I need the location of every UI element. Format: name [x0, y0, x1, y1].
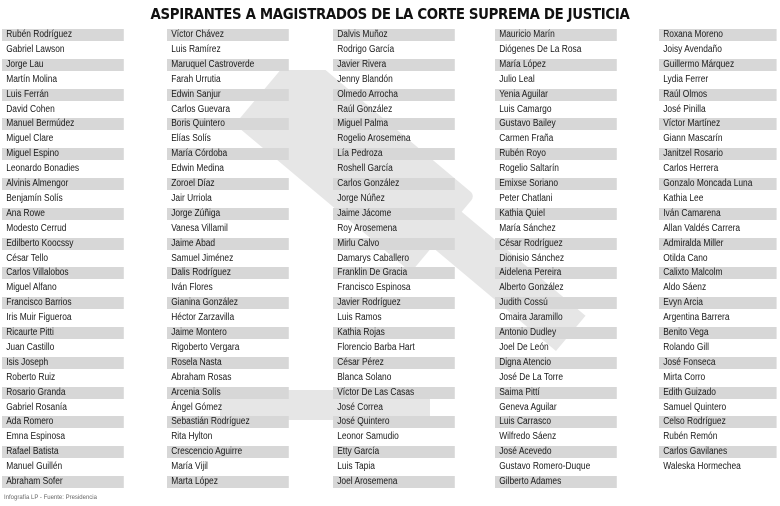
list-item: Luis Carrasco	[495, 416, 617, 428]
list-item: Guillermo Márquez	[659, 59, 777, 71]
list-item: Roberto Ruiz	[6, 371, 56, 383]
list-item: Ana Rowe	[2, 208, 124, 220]
list-item: Crescencio Aguirre	[167, 446, 289, 458]
list-item: María Córdoba	[167, 148, 289, 160]
list-item: Zoroel Díaz	[167, 178, 289, 190]
list-item: Víctor Chávez	[167, 29, 289, 41]
page-title: ASPIRANTES A MAGISTRADOS DE LA CORTE SUPREMA DE JUSTICIA	[150, 5, 630, 23]
list-item: María López	[495, 59, 617, 71]
list-item: Edilberto Koocssy	[2, 238, 124, 250]
list-item: Leonor Samudio	[337, 431, 399, 443]
list-item: Marta López	[167, 476, 289, 488]
list-item: Samuel Jiménez	[171, 252, 234, 264]
list-item: Javier Rodríguez	[333, 297, 455, 309]
list-item: Héctor Zarzavilla	[171, 312, 235, 324]
list-item: Gustavo Romero-Duque	[499, 461, 591, 473]
list-item: Javier Rivera	[333, 59, 455, 71]
list-item: Diógenes De La Rosa	[499, 43, 582, 55]
list-item: Rogelio Arosemena	[337, 133, 411, 145]
list-item: Gilberto Adames	[495, 476, 617, 488]
list-item: Iris Muir Figueroa	[6, 312, 72, 324]
list-item: Arcenia Solís	[167, 387, 289, 399]
list-item: Carlos Gavilanes	[659, 446, 777, 458]
list-item: César Pérez	[333, 357, 455, 369]
list-item: Roxana Moreno	[659, 29, 777, 41]
list-item: José Correa	[337, 401, 383, 413]
list-item: Elías Solís	[171, 133, 211, 145]
list-item: Emixse Soriano	[495, 178, 617, 190]
list-item: Miguel Clare	[6, 133, 54, 145]
list-item: Rogelio Saltarín	[499, 163, 559, 175]
list-item: Rafael Batista	[2, 446, 124, 458]
list-item: Otilda Cano	[663, 252, 708, 264]
list-item: Gabriel Lawson	[6, 43, 65, 55]
list-item: Dalis Rodríguez	[167, 267, 289, 279]
list-item: José Fonseca	[659, 357, 777, 369]
list-item: Olmedo Arrocha	[333, 89, 455, 101]
list-item: Celso Rodríguez	[659, 416, 777, 428]
list-item: Edith Guizado	[659, 387, 777, 399]
source-credit: Infografía LP - Fuente: Presidencia	[4, 495, 97, 501]
list-item: Joel Arosemena	[333, 476, 455, 488]
list-item: Aidelena Pereira	[495, 267, 617, 279]
list-item: Gianina González	[167, 297, 289, 309]
list-item: Jorge Lau	[2, 59, 124, 71]
list-item: Edwin Sanjur	[167, 89, 289, 101]
list-item: José Pinilla	[663, 103, 706, 115]
list-item: Julio Leal	[499, 73, 535, 85]
list-item: Isis Joseph	[2, 357, 124, 369]
list-item: Francisco Barrios	[2, 297, 124, 309]
list-item: Jaime Montero	[167, 327, 289, 339]
list-item: Yenia Aguilar	[495, 89, 617, 101]
list-item: David Cohen	[6, 103, 55, 115]
list-item: César Rodríguez	[495, 238, 617, 250]
list-item: Gonzalo Moncada Luna	[659, 178, 777, 190]
names-grid	[0, 29, 780, 494]
list-item: Luis Ferrán	[2, 89, 124, 101]
list-item: Benito Vega	[659, 327, 777, 339]
list-item: Lydia Ferrer	[663, 73, 709, 85]
list-item: Florencio Barba Hart	[337, 341, 415, 353]
list-item: Carlos Herrera	[663, 163, 719, 175]
list-item: Emna Espinosa	[6, 431, 66, 443]
list-item: Calixto Malcolm	[659, 267, 777, 279]
list-item: Jair Urriola	[171, 192, 212, 204]
list-item: Allan Valdés Carrera	[663, 222, 741, 234]
list-item: Luis Tapia	[337, 461, 375, 473]
list-item: Luis Ramírez	[171, 43, 221, 55]
list-item: Abraham Rosas	[171, 371, 232, 383]
list-item: Farah Urrutia	[171, 73, 221, 85]
list-item: Mauricio Marín	[495, 29, 617, 41]
list-item: Samuel Quintero	[663, 401, 727, 413]
list-item: Kathia Quiel	[495, 208, 617, 220]
list-item: Edwin Medina	[171, 163, 224, 175]
list-item: Kathia Lee	[663, 192, 704, 204]
list-item: Ángel Gómez	[171, 401, 223, 413]
list-item: Boris Quintero	[167, 118, 289, 130]
list-item: Geneva Aguilar	[499, 401, 557, 413]
list-item: Waleska Hormechea	[663, 461, 741, 473]
list-item: Sebastián Rodríguez	[167, 416, 289, 428]
list-item: Wilfredo Sáenz	[499, 431, 557, 443]
list-item: Luis Camargo	[499, 103, 552, 115]
list-item: Rodrigo García	[337, 43, 395, 55]
list-item: Rubén Remón	[663, 431, 718, 443]
list-item: María Sánchez	[499, 222, 556, 234]
list-item: Argentina Barrera	[663, 312, 730, 324]
list-item: Joel De León	[499, 341, 549, 353]
list-item: Ricaurte Pitti	[2, 327, 124, 339]
list-item: Blanca Solano	[337, 371, 392, 383]
list-item: Jorge Núñez	[337, 192, 385, 204]
list-item: Omaira Jaramillo	[499, 312, 563, 324]
list-item: Antonio Dudley	[495, 327, 617, 339]
list-item: Carmen Fraña	[499, 133, 554, 145]
list-item: Vanesa Villamil	[171, 222, 228, 234]
list-item: Juan Castillo	[6, 341, 55, 353]
list-item: Alberto González	[499, 282, 564, 294]
list-item: Lía Pedroza	[333, 148, 455, 160]
list-item: Gustavo Bailey	[495, 118, 617, 130]
list-item: Etty García	[333, 446, 455, 458]
list-item: Rosela Nasta	[167, 357, 289, 369]
list-item: Giann Mascarín	[663, 133, 723, 145]
list-item: Víctor De Las Casas	[333, 387, 455, 399]
list-item: María Vijil	[171, 461, 208, 473]
list-item: Rolando Gill	[663, 341, 709, 353]
list-item: Rigoberto Vergara	[171, 341, 240, 353]
list-item: Manuel Guillén	[6, 461, 63, 473]
list-item: Leonardo Bonadies	[6, 163, 80, 175]
list-item: José Acevedo	[495, 446, 617, 458]
list-item: Franklin De Gracia	[333, 267, 455, 279]
list-item: Jaime Abad	[167, 238, 289, 250]
list-item: Rubén Rodríguez	[2, 29, 124, 41]
list-item: Rubén Royo	[495, 148, 617, 160]
list-item: Jaime Jácome	[333, 208, 455, 220]
list-item: José Quintero	[333, 416, 455, 428]
list-item: Benjamín Solís	[6, 192, 63, 204]
list-item: Jorge Zúñiga	[167, 208, 289, 220]
list-item: Admiralda Miller	[659, 238, 777, 250]
list-item: Kathia Rojas	[333, 327, 455, 339]
list-item: Carlos Villalobos	[2, 267, 124, 279]
list-item: Digna Atencio	[495, 357, 617, 369]
list-item: Miguel Alfano	[6, 282, 57, 294]
list-item: Iván Flores	[171, 282, 213, 294]
list-item: Peter Chatlani	[499, 192, 553, 204]
list-item: Miguel Palma	[333, 118, 455, 130]
list-item: Miguel Espino	[2, 148, 124, 160]
list-item: Saima Pittí	[495, 387, 617, 399]
list-item: Francisco Espinosa	[337, 282, 411, 294]
list-item: Evyn Arcia	[659, 297, 777, 309]
list-item: Abraham Sofer	[2, 476, 124, 488]
list-item: Manuel Bermúdez	[2, 118, 124, 130]
list-item: Dalvis Muñoz	[333, 29, 455, 41]
list-item: Raúl González	[337, 103, 393, 115]
list-item: Mirlu Calvo	[333, 238, 455, 250]
list-item: Mirta Corro	[663, 371, 706, 383]
list-item: Carlos González	[333, 178, 455, 190]
list-item: Rosario Granda	[2, 387, 124, 399]
list-item: Carlos Guevara	[171, 103, 231, 115]
list-item: Raúl Olmos	[659, 89, 777, 101]
list-item: César Tello	[6, 252, 49, 264]
list-item: Judith Cossú	[495, 297, 617, 309]
list-item: Damarys Caballero	[337, 252, 410, 264]
list-item: Roy Arosemena	[337, 222, 397, 234]
list-item: Luis Ramos	[337, 312, 382, 324]
list-item: Alvinis Almengor	[2, 178, 124, 190]
list-item: Roshell García	[337, 163, 393, 175]
list-item: Aldo Sáenz	[663, 282, 707, 294]
list-item: Ada Romero	[2, 416, 124, 428]
list-item: Iván Camarena	[659, 208, 777, 220]
list-item: Jenny Blandón	[337, 73, 393, 85]
list-item: Maruquel Castroverde	[167, 59, 289, 71]
list-item: Joisy Avendaño	[663, 43, 722, 55]
list-item: Dionisio Sánchez	[499, 252, 565, 264]
list-item: Víctor Martínez	[659, 118, 777, 130]
list-item: Rita Hylton	[171, 431, 213, 443]
list-item: Modesto Cerrud	[6, 222, 67, 234]
list-item: Martín Molina	[6, 73, 58, 85]
list-item: José De La Torre	[499, 371, 564, 383]
list-item: Gabriel Rosanía	[6, 401, 67, 413]
list-item: Janitzel Rosario	[659, 148, 777, 160]
